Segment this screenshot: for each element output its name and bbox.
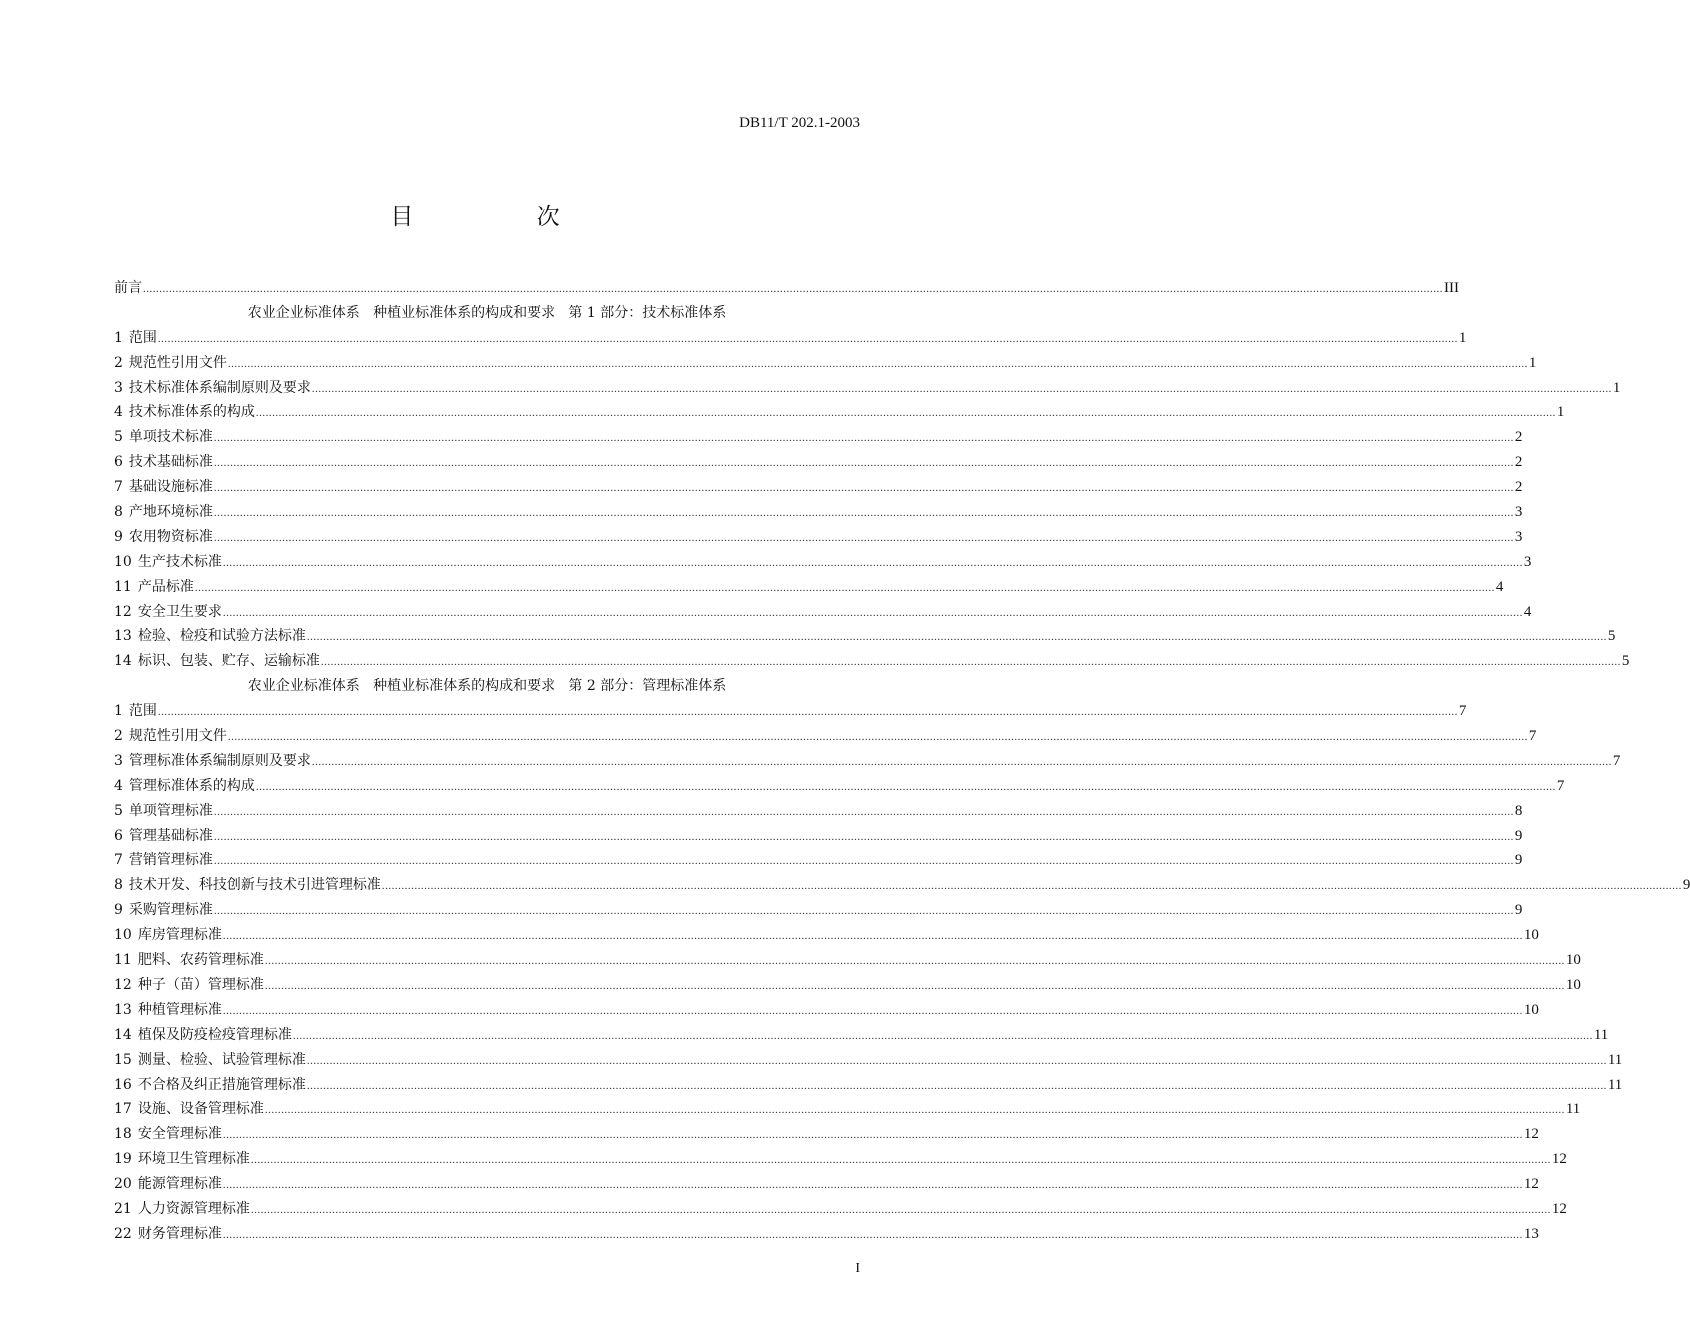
dot-leader: ................................................................................................................................................................................................................................................................................................................................................................................................................: [213, 482, 1514, 495]
toc-entry-number: 11: [114, 578, 132, 595]
toc-entry-label: [114, 600, 222, 625]
toc-entry-label: [114, 1048, 306, 1073]
dot-leader: ................................................................................................................................................................................................................................................................................................................................................................................................................: [213, 432, 1514, 445]
dot-leader: ................................................................................................................................................................................................................................................................................................................................................................................................................: [213, 830, 1514, 843]
toc-entry-text: 安全管理标准: [137, 1126, 222, 1143]
toc-entry-label: [114, 873, 381, 898]
toc-entry-page: 3: [1523, 553, 1532, 570]
dot-leader: ................................................................................................................................................................................................................................................................................................................................................................................................................: [320, 656, 1621, 669]
toc-entry[interactable]: [114, 1073, 1623, 1098]
toc-entry-text: 管理标准体系编制原则及要求: [128, 752, 311, 769]
toc-entry-number: 19: [114, 1151, 132, 1168]
toc-entry-number: 7: [114, 852, 123, 869]
toc-entry-label: [114, 948, 264, 973]
dot-leader: ................................................................................................................................................................................................................................................................................................................................................................................................................: [227, 731, 1528, 744]
toc-entry-number: 8: [114, 504, 123, 521]
dot-leader: ................................................................................................................................................................................................................................................................................................................................................................................................................: [143, 283, 1443, 295]
toc-entry[interactable]: [114, 624, 1616, 649]
toc-entry-number: 11: [114, 952, 132, 969]
toc-entry-number: 13: [114, 1001, 132, 1018]
dot-leader: ................................................................................................................................................................................................................................................................................................................................................................................................................: [213, 905, 1514, 918]
toc-entry-number: 1: [114, 329, 123, 346]
dot-leader: ................................................................................................................................................................................................................................................................................................................................................................................................................: [250, 1154, 1551, 1167]
toc-entry-text: 产地环境标准: [128, 504, 213, 521]
part2-heading: 农业企业标准体系 种植业标准体系的构成和要求 第 2 部分：管理标准体系: [247, 678, 727, 695]
toc-entry[interactable]: [114, 1048, 1623, 1073]
toc-entry-label: [114, 1147, 250, 1172]
dot-leader: ................................................................................................................................................................................................................................................................................................................................................................................................................: [227, 357, 1528, 370]
toc-entry-page: 2: [1514, 479, 1523, 496]
toc-entry-label: [114, 1097, 264, 1122]
toc-entry-label: [114, 376, 311, 401]
toc-entry[interactable]: [114, 376, 1621, 401]
toc-entry-text: 肥料、农药管理标准: [137, 952, 264, 969]
toc-entry-page: 8: [1514, 802, 1523, 819]
toc-entry[interactable]: [114, 699, 1467, 724]
dot-leader: ................................................................................................................................................................................................................................................................................................................................................................................................................: [306, 631, 1607, 644]
toc-entry-label: [114, 326, 157, 351]
toc-entry-number: 2: [114, 728, 123, 745]
toc-entry-number: 10: [114, 553, 132, 570]
toc-entry-page: 7: [1458, 703, 1467, 720]
toc-entry-text: 农用物资标准: [128, 528, 213, 545]
toc-entry-text: 种子（苗）管理标准: [137, 976, 264, 993]
dot-leader: ................................................................................................................................................................................................................................................................................................................................................................................................................: [194, 581, 1495, 594]
toc-entry-number: 18: [114, 1126, 132, 1143]
toc-entry[interactable]: [114, 649, 1630, 674]
toc-entry-label: [114, 575, 194, 600]
toc-entry-text: 技术标准体系编制原则及要求: [128, 379, 311, 396]
toc-entry-text: 单项技术标准: [128, 429, 213, 446]
toc-entry[interactable]: [114, 1147, 1567, 1172]
dot-leader: ................................................................................................................................................................................................................................................................................................................................................................................................................: [213, 507, 1514, 520]
toc-entry-label: [114, 351, 227, 376]
toc-entry-label: [114, 500, 213, 525]
toc-entry-label: [114, 550, 222, 575]
dot-leader: ................................................................................................................................................................................................................................................................................................................................................................................................................: [264, 979, 1565, 992]
dot-leader: ................................................................................................................................................................................................................................................................................................................................................................................................................: [250, 1203, 1551, 1216]
toc-entry-text: 植保及防疫检疫管理标准: [137, 1026, 292, 1043]
toc-entry-number: 14: [114, 653, 132, 670]
toc-entry-number: 9: [114, 528, 123, 545]
toc-entry[interactable]: [114, 724, 1537, 749]
dot-leader: ................................................................................................................................................................................................................................................................................................................................................................................................................: [311, 382, 1612, 395]
part2-entries: [114, 699, 1690, 1247]
toc-entry-label: [114, 1073, 306, 1098]
toc-entry-page: 7: [1556, 777, 1565, 794]
toc-entry-number: 8: [114, 877, 123, 894]
dot-leader: ................................................................................................................................................................................................................................................................................................................................................................................................................: [222, 1179, 1523, 1192]
toc-entry[interactable]: [114, 1172, 1539, 1197]
toc-entry-page: 9: [1514, 827, 1523, 844]
toc-entry-text: 能源管理标准: [137, 1176, 222, 1193]
toc-entry-label: [114, 624, 306, 649]
toc-entry-label: [114, 998, 222, 1023]
toc-entry-text: 技术基础标准: [128, 454, 213, 471]
dot-leader: ................................................................................................................................................................................................................................................................................................................................................................................................................: [213, 531, 1514, 544]
toc-entry-page: 12: [1551, 1200, 1567, 1217]
dot-leader: ................................................................................................................................................................................................................................................................................................................................................................................................................: [222, 930, 1523, 943]
toc-entry-number: 2: [114, 354, 123, 371]
toc-entry-label: [114, 525, 213, 550]
toc-entry-label: [114, 1172, 222, 1197]
page-title: 目 次: [390, 204, 618, 230]
toc-entry-page: 4: [1495, 578, 1504, 595]
toc-entry-number: 21: [114, 1200, 132, 1217]
toc-entry[interactable]: [114, 1122, 1539, 1147]
toc-entry-text: 生产技术标准: [137, 553, 222, 570]
toc-entry-text: 营销管理标准: [128, 852, 213, 869]
toc-entry-page: 12: [1551, 1151, 1567, 1168]
toc-entry[interactable]: [114, 998, 1539, 1023]
toc-entry[interactable]: [114, 351, 1537, 376]
toc-entry-page: 11: [1607, 1051, 1623, 1068]
toc-entry-label: [114, 799, 213, 824]
toc-entry-number: 22: [114, 1225, 132, 1242]
toc-entry-number: 16: [114, 1076, 132, 1093]
dot-leader: ................................................................................................................................................................................................................................................................................................................................................................................................................: [292, 1029, 1593, 1042]
toc-entry-number: 15: [114, 1051, 132, 1068]
toc-entry-label: [114, 649, 320, 674]
dot-leader: ................................................................................................................................................................................................................................................................................................................................................................................................................: [306, 1079, 1607, 1092]
dot-leader: ................................................................................................................................................................................................................................................................................................................................................................................................................: [222, 1129, 1523, 1142]
table-of-contents: [114, 276, 1690, 1247]
toc-entry-number: 4: [114, 777, 123, 794]
toc-entry-label: [114, 699, 157, 724]
toc-entry-label: [114, 1122, 222, 1147]
toc-entry-label: [114, 1197, 250, 1222]
toc-entry-label: [114, 724, 227, 749]
toc-entry-text: 管理标准体系的构成: [128, 777, 255, 794]
toc-entry-text: 标识、包装、贮存、运输标准: [137, 653, 320, 670]
toc-entry-number: 14: [114, 1026, 132, 1043]
toc-entry[interactable]: [114, 575, 1504, 600]
dot-leader: ................................................................................................................................................................................................................................................................................................................................................................................................................: [306, 1054, 1607, 1067]
toc-entry-number: 6: [114, 454, 123, 471]
toc-entry[interactable]: [114, 799, 1523, 824]
toc-entry[interactable]: [114, 550, 1532, 575]
document-code: DB11/T 202.1-2003: [739, 115, 860, 131]
toc-entry[interactable]: [114, 923, 1539, 948]
toc-entry-text: 范围: [128, 703, 157, 720]
dot-leader: ................................................................................................................................................................................................................................................................................................................................................................................................................: [157, 706, 1458, 719]
toc-entry-page: 5: [1621, 653, 1630, 670]
toc-entry-page: 2: [1514, 454, 1523, 471]
toc-entry-page: 1: [1458, 329, 1467, 346]
toc-entry-text: 产品标准: [137, 578, 194, 595]
toc-entry-page: 10: [1523, 927, 1539, 944]
toc-entry-text: 范围: [128, 329, 157, 346]
toc-entry-label: [114, 475, 213, 500]
toc-entry[interactable]: [114, 948, 1581, 973]
toc-entry-label: [114, 1222, 222, 1247]
dot-leader: ................................................................................................................................................................................................................................................................................................................................................................................................................: [311, 755, 1612, 768]
dot-leader: ................................................................................................................................................................................................................................................................................................................................................................................................................: [255, 407, 1556, 420]
toc-entry-page: 2: [1514, 429, 1523, 446]
toc-entry-page: 11: [1593, 1026, 1609, 1043]
toc-entry-page: 4: [1523, 603, 1532, 620]
toc-entry-label: [114, 425, 213, 450]
toc-entry-text: 种植管理标准: [137, 1001, 222, 1018]
toc-entry-number: 3: [114, 379, 123, 396]
toc-entry-text: 采购管理标准: [128, 902, 213, 919]
toc-entry-page: 1: [1612, 379, 1621, 396]
toc-entry[interactable]: [114, 450, 1523, 475]
toc-entry[interactable]: [114, 973, 1581, 998]
toc-entry-page: 7: [1612, 752, 1621, 769]
toc-entry[interactable]: [114, 898, 1523, 923]
toc-entry-page: 9: [1682, 877, 1690, 894]
toc-entry-number: 7: [114, 479, 123, 496]
toc-entry-page: 9: [1514, 902, 1523, 919]
toc-entry-text: 技术标准体系的构成: [128, 404, 255, 421]
toc-entry[interactable]: [114, 1222, 1539, 1247]
toc-entry-text: 基础设施标准: [128, 479, 213, 496]
dot-leader: ................................................................................................................................................................................................................................................................................................................................................................................................................: [222, 1004, 1523, 1017]
toc-entry-number: 17: [114, 1101, 132, 1118]
toc-entry-page: 10: [1565, 952, 1581, 969]
toc-entry-page: 13: [1523, 1225, 1539, 1242]
toc-entry[interactable]: [114, 824, 1523, 849]
toc-entry[interactable]: [114, 1197, 1567, 1222]
toc-entry[interactable]: [114, 1023, 1609, 1048]
toc-entry-page: 5: [1607, 628, 1616, 645]
toc-entry-label: [114, 824, 213, 849]
toc-entry-number: 3: [114, 752, 123, 769]
toc-entry-label: [114, 973, 264, 998]
toc-entry-text: 单项管理标准: [128, 802, 213, 819]
toc-entry-text: 测量、检验、试验管理标准: [137, 1051, 306, 1068]
toc-entry-label: [114, 450, 213, 475]
toc-entry[interactable]: [114, 1097, 1581, 1122]
toc-entry-text: 技术开发、科技创新与技术引进管理标准: [128, 877, 381, 894]
toc-entry-text: 安全卫生要求: [137, 603, 222, 620]
dot-leader: ................................................................................................................................................................................................................................................................................................................................................................................................................: [157, 332, 1458, 345]
toc-entry-number: 12: [114, 976, 132, 993]
dot-leader: ................................................................................................................................................................................................................................................................................................................................................................................................................: [264, 955, 1565, 968]
part1-heading: 农业企业标准体系 种植业标准体系的构成和要求 第 1 部分：技术标准体系: [247, 304, 727, 321]
toc-entry-text: 管理基础标准: [128, 827, 213, 844]
dot-leader: ................................................................................................................................................................................................................................................................................................................................................................................................................: [222, 606, 1523, 619]
toc-entry-label: [114, 400, 255, 425]
toc-entry-text: 设施、设备管理标准: [137, 1101, 264, 1118]
toc-entry-number: 1: [114, 703, 123, 720]
toc-entry[interactable]: [114, 326, 1467, 351]
toc-entry-number: 6: [114, 827, 123, 844]
toc-entry-page: 3: [1514, 504, 1523, 521]
toc-entry[interactable]: [114, 500, 1523, 525]
toc-entry[interactable]: [114, 600, 1532, 625]
toc-entry-text: 人力资源管理标准: [137, 1200, 250, 1217]
dot-leader: ................................................................................................................................................................................................................................................................................................................................................................................................................: [213, 457, 1514, 470]
toc-entry[interactable]: [114, 525, 1523, 550]
toc-entry-page: 7: [1528, 728, 1537, 745]
toc-entry-page: 11: [1607, 1076, 1623, 1093]
toc-entry-text: 规范性引用文件: [128, 354, 227, 371]
toc-entry-page: 12: [1523, 1176, 1539, 1193]
toc-entry[interactable]: [114, 848, 1523, 873]
dot-leader: ................................................................................................................................................................................................................................................................................................................................................................................................................: [213, 805, 1514, 818]
toc-entry[interactable]: [114, 873, 1690, 898]
toc-entry-number: 20: [114, 1176, 132, 1193]
toc-entry[interactable]: [114, 475, 1523, 500]
toc-entry-page: 1: [1528, 354, 1537, 371]
dot-leader: ................................................................................................................................................................................................................................................................................................................................................................................................................: [255, 780, 1556, 793]
page-number: I: [855, 1261, 860, 1276]
toc-entry-page: 10: [1565, 976, 1581, 993]
toc-entry-foreword[interactable]: [114, 276, 1459, 301]
toc-entry[interactable]: [114, 400, 1565, 425]
toc-entry-label: [114, 848, 213, 873]
toc-entry-number: 12: [114, 603, 132, 620]
toc-entry-label: [114, 898, 213, 923]
toc-entry-number: 4: [114, 404, 123, 421]
toc-entry-number: 5: [114, 429, 123, 446]
toc-entry[interactable]: [114, 774, 1565, 799]
toc-entry-page: 10: [1523, 1001, 1539, 1018]
toc-entry-page: 11: [1565, 1101, 1581, 1118]
dot-leader: ................................................................................................................................................................................................................................................................................................................................................................................................................: [264, 1104, 1565, 1117]
toc-entry-label: [114, 1023, 292, 1048]
toc-entry-text: 库房管理标准: [137, 927, 222, 944]
dot-leader: ................................................................................................................................................................................................................................................................................................................................................................................................................: [222, 1228, 1523, 1241]
toc-entry-text: 财务管理标准: [137, 1225, 222, 1242]
toc-entry-label: [114, 774, 255, 799]
toc-entry-text: 环境卫生管理标准: [137, 1151, 250, 1168]
toc-entry-page: 1: [1556, 404, 1565, 421]
toc-entry-label: 前言: [114, 280, 142, 296]
dot-leader: ................................................................................................................................................................................................................................................................................................................................................................................................................: [222, 556, 1523, 569]
toc-entry-number: 13: [114, 628, 132, 645]
toc-entry-page: 12: [1523, 1126, 1539, 1143]
dot-leader: ................................................................................................................................................................................................................................................................................................................................................................................................................: [213, 855, 1514, 868]
dot-leader: ................................................................................................................................................................................................................................................................................................................................................................................................................: [381, 880, 1682, 893]
toc-entry-page: 3: [1514, 528, 1523, 545]
toc-entry-page: III: [1444, 280, 1459, 296]
toc-entry-label: [114, 749, 311, 774]
toc-entry-number: 9: [114, 902, 123, 919]
toc-entry-text: 规范性引用文件: [128, 728, 227, 745]
toc-entry[interactable]: [114, 425, 1523, 450]
toc-entry-number: 5: [114, 802, 123, 819]
part1-entries: [114, 326, 1630, 674]
toc-entry[interactable]: [114, 749, 1621, 774]
toc-entry-label: [114, 923, 222, 948]
toc-entry-text: 不合格及纠正措施管理标准: [137, 1076, 306, 1093]
toc-entry-number: 10: [114, 927, 132, 944]
toc-entry-page: 9: [1514, 852, 1523, 869]
toc-entry-text: 检验、检疫和试验方法标准: [137, 628, 306, 645]
